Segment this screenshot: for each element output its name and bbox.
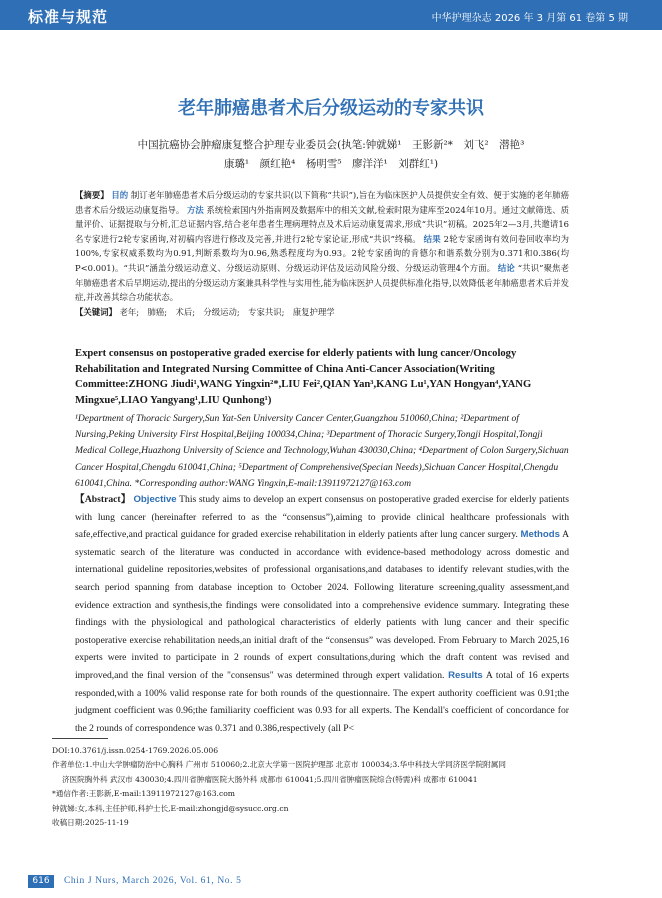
journal-issue: 中华护理杂志 2026 年 3 月第 61 卷第 5 期	[431, 13, 628, 24]
english-affiliations: ¹Department of Thoracic Surgery,Sun Yat-Sen University Cancer Center,Guangzhou 510060,China; ²Department of Nursing,Peking University First Hospital,Beijing 100034,China; ³Department of Thoracic Surgery,Tongji Hospital,Tongji Medical College,Huazhong University of Science and Technology,Wuhan 430030,China; ⁴Department of Colon Surgery,Sichuan Cancer Hospital,Chengdu 610041,China; ⁵Department of Comprehensive(Specian Needs),Sichuan Cancer Hospital,Chengdu 610041,China. *Corresponding author:WANG Yingxin,E-mail:13911972127@163.com	[75, 413, 569, 489]
en-objective-label: Objective	[133, 494, 177, 505]
en-results-label: Results	[448, 669, 483, 681]
footnotes	[52, 744, 612, 830]
first-author-info: 钟就娣:女,本科,主任护师,科护士长,E-mail:zhongjd@sysucc.org.cn	[52, 803, 289, 813]
footer-journal: Chin J Nurs, March 2026, Vol. 61, No. 5	[64, 876, 242, 886]
english-title: Expert consensus on postoperative graded exercise for elderly patients with lung cancer/Oncology Rehabilitation and Integrated Nursing Committee of China Anti-Cancer Association(Writing Committee:ZHONG Jiudi¹,WANG Yingxin²*,LIU Fei²,QIAN Yan³,KANG Lu¹,YAN Hongyan⁴,YANG Mingxue⁵,LIAO Yangyang¹,LIU Qunhong¹)	[75, 348, 532, 406]
header-bar	[0, 0, 662, 30]
corresponding-author: *通信作者:王影新,E-mail:13911972127@163.com	[52, 789, 235, 799]
chinese-abstract	[75, 188, 569, 319]
en-methods-label: Methods	[520, 529, 560, 541]
keywords-text: 老年; 肺癌; 术后; 分级运动; 专家共识; 康复护理学	[119, 306, 335, 317]
doi: DOI:10.3761/j.issn.0254-1769.2026.05.006	[52, 746, 219, 755]
objective-text: 制订老年肺癌患者术后分级运动的专家共识(以下简称“共识”),旨在为临床医护人员提供安全有效、便于实施的老年肺癌患者术后分级运动康复指导。	[75, 190, 570, 215]
article-title: 老年肺癌患者术后分级运动的专家共识	[178, 98, 484, 119]
en-results-text: A total of 16 experts responded,with a 100% valid response rate for both rounds of the questionnaire. The expert authority coefficient was 0.91;the judgment coefficient was 0.96;the familiarity coefficient was 0.93 for all experts. The Kendall's coefficient of concordance for the 2 rounds of correspondence was 0.371 and 0.386,respectively (all P<	[75, 669, 570, 734]
objective-label: 目的	[111, 190, 129, 200]
author-affiliations-2: 济医院胸外科 武汉市 430030;4.四川省肿瘤医院大肠外科 成都市 610041;5.四川省肿瘤医院综合(特需)科 成都市 610041	[62, 774, 478, 784]
english-abstract	[75, 491, 569, 737]
author-line-1: 中国抗癌协会肿瘤康复整合护理专业委员会(执笔:钟就娣¹ 王影新²* 刘飞² 潜艳³	[137, 139, 525, 151]
en-methods-text: A systematic search of the literature was conducted in accordance with evidence-based methodology across domestic and international guideline repositories,websites of professional organisations,and databases to identify relevant studies,with the search period spanning from database inception to October 2024. Following literature screening,quality assessment,and evidence extraction and synthesis,the findings were consolidated into a comprehensive evidence summary. Integrating these findings with the physiological and pathological characteristics of elderly patients with lung cancer and their specific postoperative exercise rehabilitation needs,an initial draft of the “consensus” was developed. From February to March 2025,16 experts were invited to participate in 2 rounds of expert consultations,during which the draft content was revised and improved,and the final version of the "consensus" was determined through expert validation.	[75, 529, 570, 681]
en-abstract-label: 【Abstract】	[75, 494, 131, 505]
conclusion-label: 结论	[497, 262, 515, 273]
page-number: 616	[28, 875, 54, 888]
keywords-label: 【关键词】	[75, 306, 117, 317]
methods-label: 方法	[186, 204, 204, 215]
author-affiliations-1: 作者单位:1.中山大学肿瘤防治中心胸科 广州市 510060;2.北京大学第一医院护理部 北京市 100034;3.华中科技大学同济医学院附属同	[52, 760, 506, 770]
footnote-divider	[52, 738, 108, 739]
results-label: 结果	[423, 233, 441, 244]
received-date: 收稿日期:2025-11-19	[52, 818, 129, 828]
results-text: 2轮专家函询有效问卷回收率均为100%,专家权威系数均为0.91,判断系数均为0.96,熟悉程度均为0.93。2轮专家函询的肯德尔和谐系数分别为0.371和0.386(均P<0.001)。“共识”涵盖分级运动意义、分级运动原则、分级运动评估及运动风险分级、分级运动管理4个方面。	[75, 233, 570, 273]
methods-text: 系统检索国内外指南网及数据库中的相关文献,检索时限为建库至2024年10月。通过文献筛选、质量评价、证据提取与分析,汇总证据内容,结合老年患者生理病理特点及术后运动康复需求,形成“共识”初稿。2025年2—3月,共邀请16名专家进行2轮专家函询,对初稿内容进行修改及完善,并进行2轮专家论证,形成“共识”终稿。	[75, 204, 570, 244]
section-label: 标准与规范	[28, 8, 109, 26]
en-objective-text: This study aims to develop an expert consensus on postoperative graded exercise for elderly patients with lung cancer (hereinafter referred to as the “consensus”),aiming to provide clinical healthcare professionals with safe,effective,and practical guidance for graded exercise rehabilitation in elderly patients after lung cancer surgery.	[75, 494, 569, 541]
author-line-2: 康璐¹ 颜红艳⁴ 杨明雪⁵ 廖洋洋¹ 刘群红¹)	[223, 158, 439, 170]
conclusion-text: “共识”聚焦老年肺癌患者术后早期运动,提出的分级运动方案兼具科学性与实用性,能为临床医护人员提供标准化指导,以效降低老年肺癌患者术后并发症,并改善其综合功能状态。	[75, 262, 569, 303]
author-list	[60, 136, 602, 174]
abstract-label: 【摘要】	[75, 190, 109, 200]
